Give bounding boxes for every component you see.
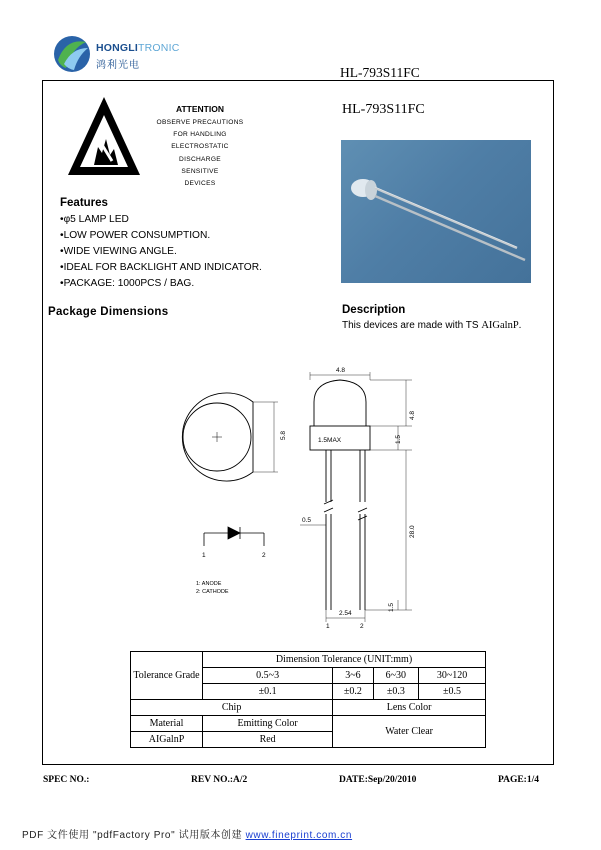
symbol-pin-2: 2 bbox=[262, 552, 266, 559]
revision-number: REV NO.:A/2 bbox=[191, 775, 248, 785]
side-view bbox=[300, 372, 412, 622]
dim-top-label: 4.8 bbox=[336, 367, 346, 374]
pdf-creator-note bbox=[22, 826, 352, 841]
dim-flange-label: 1.5 bbox=[395, 434, 402, 444]
lens-color-value: Water Clear bbox=[333, 716, 486, 748]
fineprint-link[interactable]: www.fineprint.com.cn bbox=[245, 830, 353, 841]
tolerance-value-cell: ±0.5 bbox=[419, 684, 486, 700]
dim-lead-length-label: 28.0 bbox=[409, 525, 416, 538]
chip-header: Chip bbox=[131, 700, 333, 716]
features-title: Features bbox=[60, 197, 108, 209]
emitting-color-header: Emitting Color bbox=[203, 716, 333, 732]
features-list bbox=[60, 212, 262, 292]
brand-name-cn: 鸿利光电 bbox=[96, 60, 140, 71]
description-title: Description bbox=[342, 304, 406, 316]
attention-line: FOR HANDLING bbox=[173, 131, 227, 139]
feature-item: •WIDE VIEWING ANGLE. bbox=[60, 246, 177, 257]
brand-name: HONGLITRONIC bbox=[96, 42, 180, 54]
attention-line: SENSITIVE bbox=[181, 167, 219, 175]
package-dimensions-title: Package Dimensions bbox=[48, 306, 169, 318]
document-date: DATE:Sep/20/2010 bbox=[339, 775, 417, 785]
company-logo bbox=[52, 34, 182, 74]
range-cell: 3~6 bbox=[333, 668, 373, 684]
range-cell: 6~30 bbox=[373, 668, 419, 684]
product-title: HL-793S11FC bbox=[342, 102, 425, 117]
page-number: PAGE:1/4 bbox=[498, 775, 539, 785]
dim-pitch-label: 2.54 bbox=[339, 610, 352, 617]
esd-attention-note bbox=[150, 104, 250, 190]
esd-warning-icon bbox=[66, 95, 142, 177]
material-value: AIGalnP bbox=[131, 732, 203, 748]
legend-cathode: 2: CATHODE bbox=[196, 589, 229, 595]
package-dimension-drawing bbox=[150, 360, 450, 640]
attention-line: OBSERVE PRECAUTIONS bbox=[156, 119, 244, 126]
spec-number: SPEC NO.: bbox=[43, 775, 90, 785]
feature-item: •IDEAL FOR BACKLIGHT AND INDICATOR. bbox=[60, 262, 262, 273]
material-header: Material bbox=[131, 716, 203, 732]
attention-line: DEVICES bbox=[184, 180, 216, 188]
page-footer bbox=[43, 775, 555, 789]
symbol-pin-1: 1 bbox=[202, 552, 206, 559]
feature-item: •PACKAGE: 1000PCS / BAG. bbox=[60, 278, 195, 289]
dim-side-label: 5.8 bbox=[280, 430, 287, 440]
tolerance-value-cell: ±0.3 bbox=[373, 684, 419, 700]
dim-lead-gap-label: 0.5 bbox=[302, 517, 312, 524]
legend-anode: 1: ANODE bbox=[196, 581, 222, 587]
pdf-note-text: PDF 文件使用 "pdfFactory Pro" 试用版本创建 bbox=[22, 830, 246, 841]
logo-mark-icon bbox=[52, 34, 92, 74]
dim-dome-label: 4.8 bbox=[409, 410, 416, 420]
lens-color-header: Lens Color bbox=[333, 700, 486, 716]
tolerance-grade-label: Tolerance Grade bbox=[131, 652, 203, 700]
header-part-number: HL-793S11FC bbox=[340, 65, 420, 80]
attention-title: ATTENTION bbox=[175, 104, 224, 114]
emitting-color-value: Red bbox=[203, 732, 333, 748]
feature-item: •φ5 LAMP LED bbox=[60, 214, 129, 225]
range-cell: 0.5~3 bbox=[203, 668, 333, 684]
pin-1-label: 1 bbox=[326, 623, 330, 630]
led-photo-icon bbox=[341, 140, 531, 283]
product-photo bbox=[341, 140, 531, 283]
tolerance-header: Dimension Tolerance (UNIT:mm) bbox=[203, 652, 486, 668]
attention-line: DISCHARGE bbox=[179, 155, 221, 163]
range-cell: 30~120 bbox=[419, 668, 486, 684]
tolerance-table bbox=[130, 651, 486, 748]
max-label: 1.5MAX bbox=[318, 437, 342, 444]
tolerance-value-cell: ±0.1 bbox=[203, 684, 333, 700]
dim-bottom-label: 1.5 bbox=[388, 602, 395, 612]
top-view bbox=[182, 393, 278, 481]
attention-line: ELECTROSTATIC bbox=[171, 143, 229, 151]
tolerance-value-cell: ±0.2 bbox=[333, 684, 373, 700]
diode-symbol-icon bbox=[204, 527, 264, 546]
feature-item: •LOW POWER CONSUMPTION. bbox=[60, 230, 211, 241]
description-text: This devices are made with TS AIGalnP. bbox=[342, 320, 522, 331]
pin-2-label: 2 bbox=[360, 623, 364, 630]
